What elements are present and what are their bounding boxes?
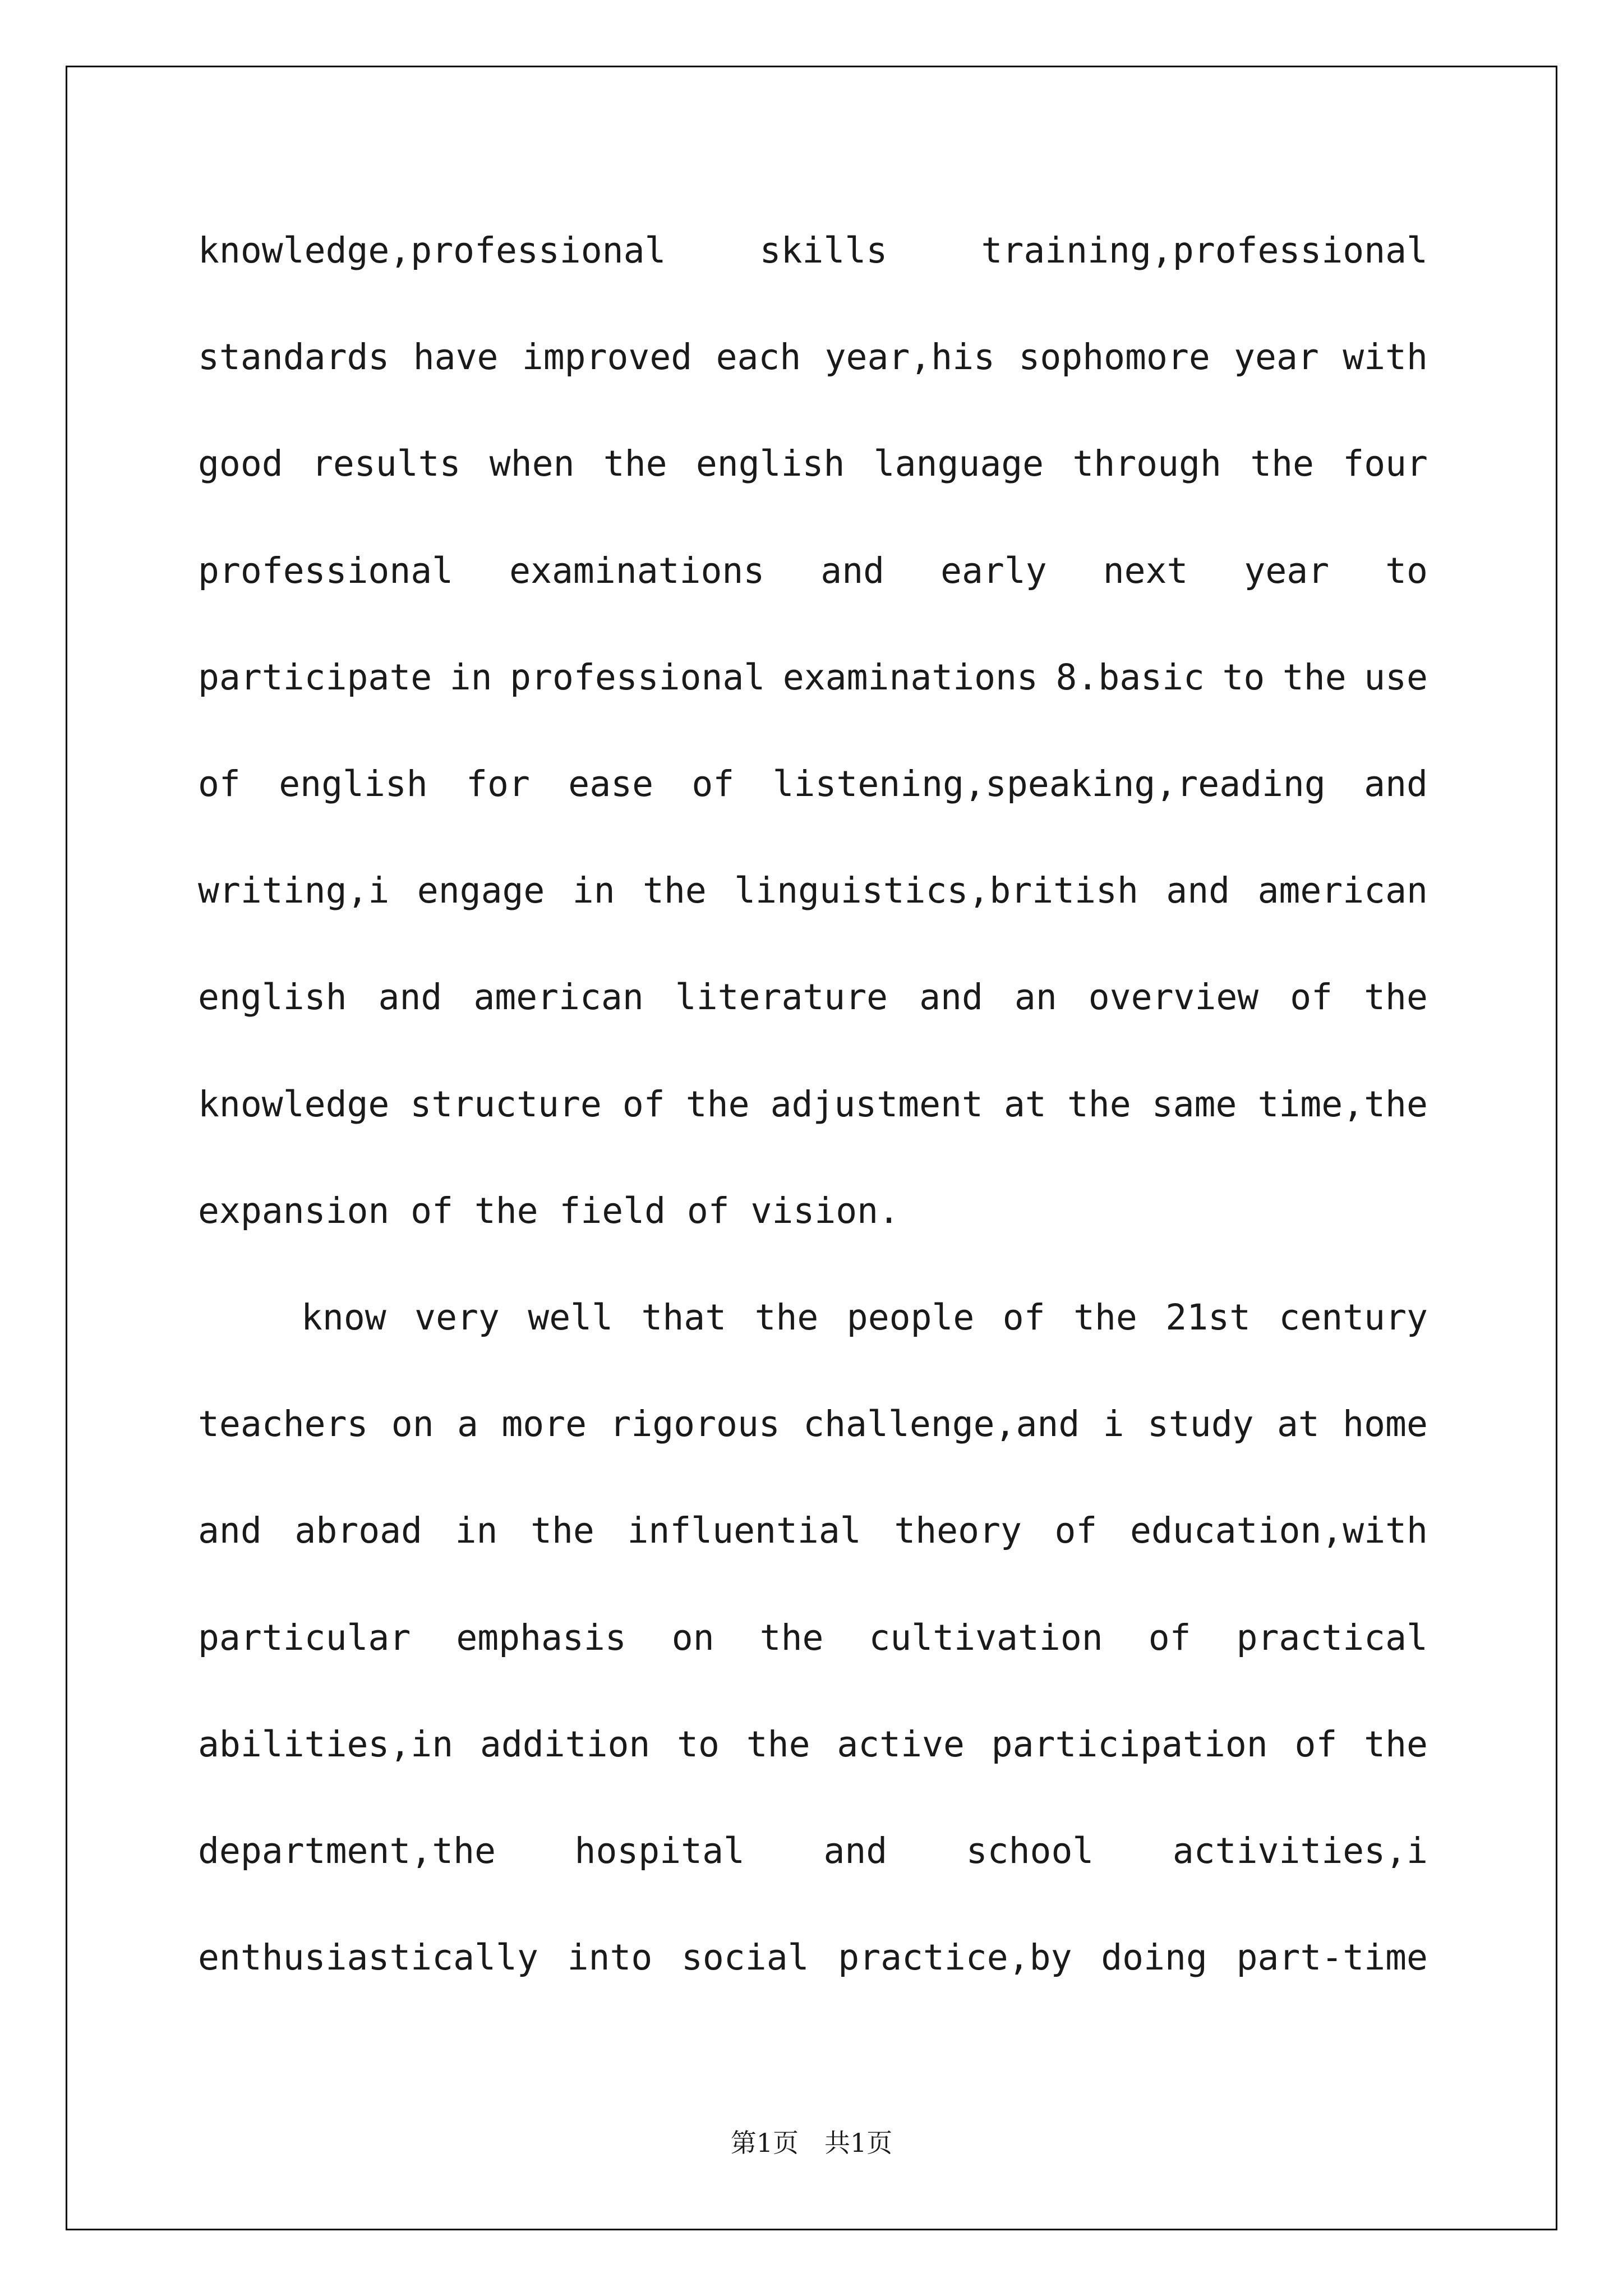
text-line <box>198 1927 1428 1989</box>
word: of <box>1148 1617 1191 1658</box>
word: linguistics,british <box>734 870 1138 911</box>
word: of <box>1054 1510 1098 1551</box>
word: the <box>643 870 707 911</box>
word: of <box>1290 977 1333 1018</box>
word: of <box>1294 1724 1338 1765</box>
word: the <box>603 443 667 484</box>
word: participate <box>198 657 432 698</box>
word: to <box>677 1724 720 1765</box>
word: improved <box>522 337 693 378</box>
word: doing <box>1101 1937 1207 1978</box>
word: listening,speaking,reading <box>772 763 1326 804</box>
word: theory <box>894 1510 1022 1551</box>
word: expansion <box>198 1190 390 1231</box>
word: american <box>1257 870 1428 911</box>
word: 8.basic <box>1055 657 1205 698</box>
word: teachers <box>198 1404 368 1444</box>
word: of <box>198 763 241 804</box>
word: through <box>1072 443 1221 484</box>
word: a <box>457 1404 478 1444</box>
word: at <box>1276 1404 1320 1444</box>
word: the <box>1073 1297 1137 1338</box>
word: 21st <box>1165 1297 1251 1338</box>
word: abroad <box>294 1510 422 1551</box>
word: good <box>198 443 283 484</box>
word: the <box>1364 1724 1428 1765</box>
word: part-time <box>1236 1937 1428 1978</box>
page-border <box>66 66 1557 2230</box>
word: ease <box>568 763 654 804</box>
word: of <box>686 1190 730 1231</box>
text-line <box>198 1607 1428 1669</box>
word: professional <box>198 550 454 591</box>
text-line <box>198 1714 1428 1775</box>
word: four <box>1343 443 1428 484</box>
word: school <box>966 1830 1094 1871</box>
word: the <box>1250 443 1314 484</box>
word: well <box>528 1297 613 1338</box>
word: the <box>754 1297 819 1338</box>
word: the <box>1364 977 1428 1018</box>
word: the <box>685 1084 750 1125</box>
word: of <box>1002 1297 1045 1338</box>
word: early <box>940 550 1047 591</box>
word: in <box>449 657 492 698</box>
word: structure <box>410 1084 602 1125</box>
word: american <box>473 977 644 1018</box>
word: next <box>1103 550 1188 591</box>
text-line <box>198 1074 1428 1135</box>
text-line <box>198 326 1428 388</box>
word: knowledge <box>198 1084 390 1125</box>
text-line <box>198 220 1428 282</box>
word: and <box>1364 763 1428 804</box>
page-number: 第1页 共1页 <box>730 2128 893 2158</box>
word: cultivation <box>869 1617 1103 1658</box>
word: vision. <box>750 1190 900 1231</box>
word: literature <box>675 977 888 1018</box>
word: influential <box>627 1510 861 1551</box>
word: hospital <box>574 1830 745 1871</box>
word: engage <box>417 870 545 911</box>
word: year,his <box>824 337 995 378</box>
word: on <box>391 1404 434 1444</box>
word: skills <box>759 230 888 271</box>
word: the <box>1067 1084 1131 1125</box>
word: activities,i <box>1172 1830 1428 1871</box>
word: standards <box>198 337 390 378</box>
word: of <box>691 763 735 804</box>
word: writing,i <box>198 870 390 911</box>
word: english <box>279 763 428 804</box>
word: english <box>198 977 347 1018</box>
word: and <box>823 1830 888 1871</box>
word: in <box>455 1510 498 1551</box>
word: i <box>1103 1404 1124 1444</box>
word: century <box>1279 1297 1428 1338</box>
word: same <box>1151 1084 1237 1125</box>
word: language <box>873 443 1044 484</box>
text-line <box>198 647 1428 708</box>
word: when <box>489 443 575 484</box>
word: adjustment <box>770 1084 983 1125</box>
word: and <box>198 1510 262 1551</box>
word: use <box>1364 657 1428 698</box>
word: to <box>1222 657 1265 698</box>
word: examinations <box>782 657 1038 698</box>
word: abilities,in <box>198 1724 454 1765</box>
word: knowledge,professional <box>198 230 666 271</box>
word: professional <box>510 657 766 698</box>
word: and <box>378 977 442 1018</box>
word: results <box>312 443 461 484</box>
word: time,the <box>1257 1084 1428 1125</box>
word: examinations <box>509 550 765 591</box>
word: and <box>820 550 885 591</box>
word: home <box>1343 1404 1428 1444</box>
word: practical <box>1236 1617 1428 1658</box>
word: that <box>641 1297 727 1338</box>
word: field <box>559 1190 666 1231</box>
word: and <box>919 977 983 1018</box>
word: the <box>759 1617 824 1658</box>
text-line <box>198 1180 1428 1242</box>
word: challenge,and <box>803 1404 1080 1444</box>
word: in <box>572 870 615 911</box>
word: particular <box>198 1617 411 1658</box>
text-line <box>301 1287 1428 1349</box>
word: and <box>1166 870 1230 911</box>
word: participation <box>991 1724 1268 1765</box>
word: people <box>846 1297 975 1338</box>
word: department,the <box>198 1830 496 1871</box>
word: into <box>567 1937 653 1978</box>
word: active <box>837 1724 965 1765</box>
word: practice,by <box>838 1937 1072 1978</box>
word: sophomore <box>1018 337 1210 378</box>
text-line <box>198 753 1428 815</box>
text-line <box>198 967 1428 1028</box>
word: enthusiastically <box>198 1937 538 1978</box>
word: with <box>1343 337 1428 378</box>
word: emphasis <box>456 1617 626 1658</box>
word: rigorous <box>610 1404 780 1444</box>
word: the <box>531 1510 594 1551</box>
word: the <box>1282 657 1347 698</box>
word: know <box>301 1297 386 1338</box>
word: very <box>414 1297 500 1338</box>
text-line <box>198 1500 1428 1562</box>
word: training,professional <box>981 230 1428 271</box>
word: of <box>411 1190 454 1231</box>
word: study <box>1147 1404 1254 1444</box>
word: of <box>622 1084 665 1125</box>
word: education,with <box>1129 1510 1428 1551</box>
word: overview <box>1088 977 1259 1018</box>
text-line <box>198 540 1428 602</box>
word: an <box>1014 977 1057 1018</box>
word: english <box>695 443 845 484</box>
word: have <box>413 337 499 378</box>
text-line <box>198 860 1428 922</box>
word: at <box>1003 1084 1046 1125</box>
word: social <box>681 1937 809 1978</box>
word: more <box>501 1404 587 1444</box>
word: year <box>1244 550 1330 591</box>
text-line <box>198 433 1428 495</box>
text-line <box>198 1820 1428 1882</box>
word: the <box>474 1190 538 1231</box>
word: each <box>716 337 801 378</box>
word: for <box>466 763 530 804</box>
text-line <box>198 1393 1428 1455</box>
word: to <box>1385 550 1428 591</box>
word: the <box>746 1724 810 1765</box>
word: addition <box>479 1724 651 1765</box>
word: on <box>671 1617 714 1658</box>
word: year <box>1234 337 1319 378</box>
